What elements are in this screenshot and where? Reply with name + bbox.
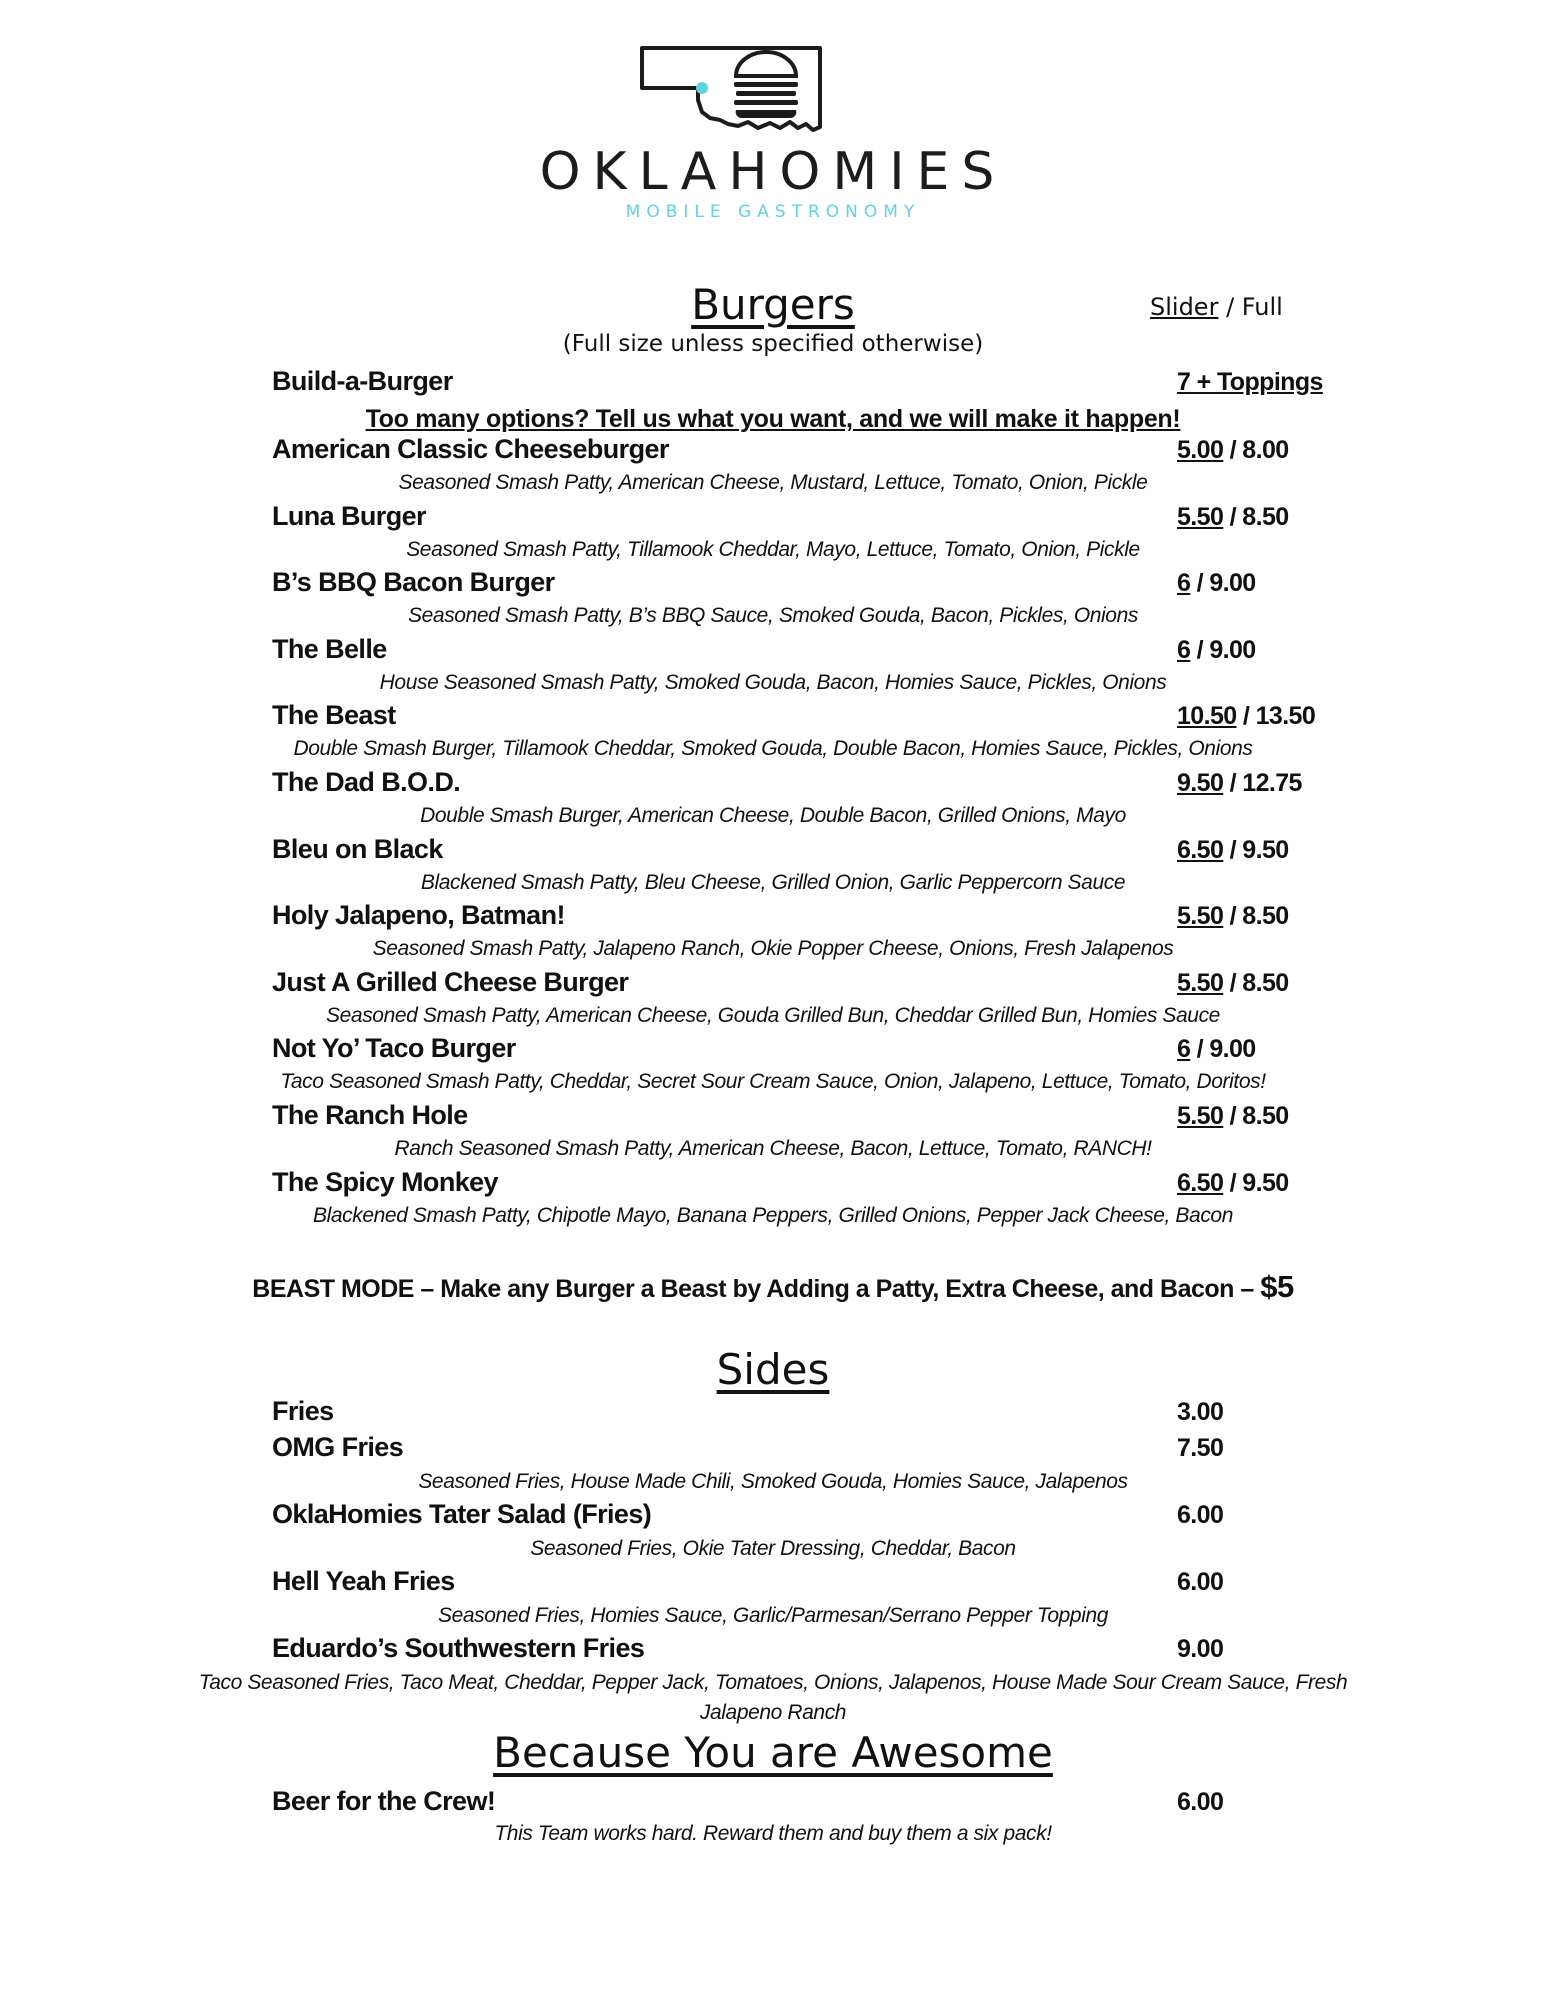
burger-name: The Belle [272, 634, 387, 664]
slider-full-header [1150, 293, 1283, 321]
burger-full-price: / 13.50 [1236, 702, 1316, 730]
burger-price [1177, 769, 1302, 798]
awesome-title: Because You are Awesome [493, 1728, 1053, 1777]
side-name: Fries [272, 1396, 334, 1426]
burger-slider-price: 6.50 [1177, 836, 1224, 864]
side-name: Hell Yeah Fries [272, 1566, 455, 1596]
burger-full-price: / 8.50 [1223, 902, 1289, 930]
burger-slider-price: 6 [1177, 636, 1191, 664]
side-description: Seasoned Fries, House Made Chili, Smoked Gouda, Homies Sauce, Jalapenos [418, 1470, 1128, 1493]
burger-slider-price: 10.50 [1177, 702, 1237, 730]
side-description: Seasoned Fries, Homies Sauce, Garlic/Parmesan/Serrano Pepper Topping [437, 1604, 1109, 1627]
burger-name: B’s BBQ Bacon Burger [272, 567, 555, 597]
oklahoma-burger-logo-icon [640, 40, 840, 150]
side-price: 6.00 [1177, 1501, 1224, 1529]
beast-mode-text: BEAST MODE – Make any Burger a Beast by Adding a Patty, Extra Cheese, and Bacon – [252, 1275, 1261, 1303]
burger-price [1177, 636, 1256, 665]
burger-description: Ranch Seasoned Smash Patty, American Cheese, Bacon, Lettuce, Tomato, RANCH! [394, 1137, 1152, 1160]
burger-price [1177, 1035, 1256, 1064]
side-name: OMG Fries [272, 1432, 404, 1462]
burger-full-price: / 8.00 [1223, 436, 1289, 464]
burger-name: The Beast [272, 700, 396, 730]
promo-text: Too many options? Tell us what you want, and we will make it happen! [365, 405, 1181, 433]
burger-slider-price: 9.50 [1177, 769, 1224, 797]
burger-full-price: / 12.75 [1223, 769, 1302, 797]
side-price: 7.50 [1177, 1434, 1224, 1462]
side-description: Taco Seasoned Fries, Taco Meat, Cheddar, Pepper Jack, Tomatoes, Onions, Jalapenos, House Made Sour Cream Sauce, Fresh Jalapeno Ranch [198, 1671, 1348, 1724]
burger-name: American Classic Cheeseburger [272, 434, 669, 464]
full-label: / Full [1218, 293, 1283, 321]
burger-full-price: / 9.00 [1190, 636, 1256, 664]
sides-title: Sides [716, 1345, 830, 1394]
burger-slider-price: 5.50 [1177, 503, 1224, 531]
burger-full-price: / 8.50 [1223, 969, 1289, 997]
burger-description: Seasoned Smash Patty, Jalapeno Ranch, Okie Popper Cheese, Onions, Fresh Jalapenos [372, 937, 1174, 960]
burger-price [1177, 503, 1289, 532]
burger-full-price: / 9.00 [1190, 1035, 1256, 1063]
burger-name: The Spicy Monkey [272, 1167, 498, 1197]
beast-mode-offer [0, 1269, 1546, 1305]
burger-slider-price: 6 [1177, 1035, 1191, 1063]
burger-full-price: / 8.50 [1223, 503, 1289, 531]
burger-description: Seasoned Smash Patty, American Cheese, Mustard, Lettuce, Tomato, Onion, Pickle [398, 471, 1148, 494]
burger-full-price: / 9.50 [1223, 836, 1289, 864]
burger-description: Blackened Smash Patty, Chipotle Mayo, Banana Peppers, Grilled Onions, Pepper Jack Cheese, Bacon [313, 1204, 1233, 1227]
awesome-item-description: This Team works hard. Reward them and buy them a six pack! [494, 1822, 1052, 1845]
burger-price [1177, 702, 1315, 731]
burger-slider-price: 5.50 [1177, 902, 1224, 930]
build-a-burger-name: Build-a-Burger [272, 366, 453, 396]
burgers-size-note: (Full size unless specified otherwise) [562, 331, 984, 357]
brand-name: OKLAHOMIES [539, 142, 1007, 202]
burger-description: Double Smash Burger, Tillamook Cheddar, Smoked Gouda, Double Bacon, Homies Sauce, Pickles, Onions [293, 737, 1253, 760]
burger-price [1177, 902, 1289, 931]
burger-name: Holy Jalapeno, Batman! [272, 900, 565, 930]
burgers-title: Burgers [691, 280, 855, 329]
burger-name: Luna Burger [272, 501, 426, 531]
side-name: OklaHomies Tater Salad (Fries) [272, 1499, 652, 1529]
burger-name: Just A Grilled Cheese Burger [272, 967, 629, 997]
burger-price [1177, 836, 1289, 865]
side-price: 3.00 [1177, 1398, 1224, 1426]
beast-mode-price: $5 [1260, 1269, 1294, 1304]
burger-slider-price: 5.50 [1177, 969, 1224, 997]
brand-subtitle: MOBILE GASTRONOMY [625, 202, 921, 222]
burger-slider-price: 6.50 [1177, 1169, 1224, 1197]
burger-slider-price: 6 [1177, 569, 1191, 597]
burger-description: Seasoned Smash Patty, B’s BBQ Sauce, Smoked Gouda, Bacon, Pickles, Onions [408, 604, 1138, 627]
awesome-item-name: Beer for the Crew! [272, 1786, 496, 1816]
slider-label: Slider [1150, 293, 1219, 321]
side-description: Seasoned Fries, Okie Tater Dressing, Cheddar, Bacon [530, 1537, 1016, 1560]
burger-full-price: / 9.00 [1190, 569, 1256, 597]
burger-description: Taco Seasoned Smash Patty, Cheddar, Secret Sour Cream Sauce, Onion, Jalapeno, Lettuce, Tomato, Doritos! [280, 1070, 1266, 1093]
burger-description: Double Smash Burger, American Cheese, Double Bacon, Grilled Onions, Mayo [420, 804, 1126, 827]
burger-name: The Dad B.O.D. [272, 767, 461, 797]
burger-description: House Seasoned Smash Patty, Smoked Gouda, Bacon, Homies Sauce, Pickles, Onions [379, 671, 1167, 694]
build-a-burger-price: 7 + Toppings [1177, 368, 1323, 396]
burger-slider-price: 5.00 [1177, 436, 1224, 464]
burger-name: Bleu on Black [272, 834, 443, 864]
burger-name: The Ranch Hole [272, 1100, 468, 1130]
burger-description: Blackened Smash Patty, Bleu Cheese, Grilled Onion, Garlic Peppercorn Sauce [420, 871, 1126, 894]
burger-price [1177, 1169, 1289, 1198]
awesome-item-price: 6.00 [1177, 1788, 1224, 1816]
burger-price [1177, 436, 1289, 465]
side-price: 9.00 [1177, 1635, 1224, 1663]
burger-full-price: / 9.50 [1223, 1169, 1289, 1197]
burger-slider-price: 5.50 [1177, 1102, 1224, 1130]
burger-price [1177, 569, 1256, 598]
side-name: Eduardo’s Southwestern Fries [272, 1633, 645, 1663]
burger-name: Not Yo’ Taco Burger [272, 1033, 516, 1063]
burger-description: Seasoned Smash Patty, American Cheese, Gouda Grilled Bun, Cheddar Grilled Bun, Homies Sauce [326, 1004, 1220, 1027]
side-price: 6.00 [1177, 1568, 1224, 1596]
burger-full-price: / 8.50 [1223, 1102, 1289, 1130]
burger-description: Seasoned Smash Patty, Tillamook Cheddar, Mayo, Lettuce, Tomato, Onion, Pickle [406, 538, 1140, 561]
burger-price [1177, 969, 1289, 998]
burger-price [1177, 1102, 1289, 1131]
